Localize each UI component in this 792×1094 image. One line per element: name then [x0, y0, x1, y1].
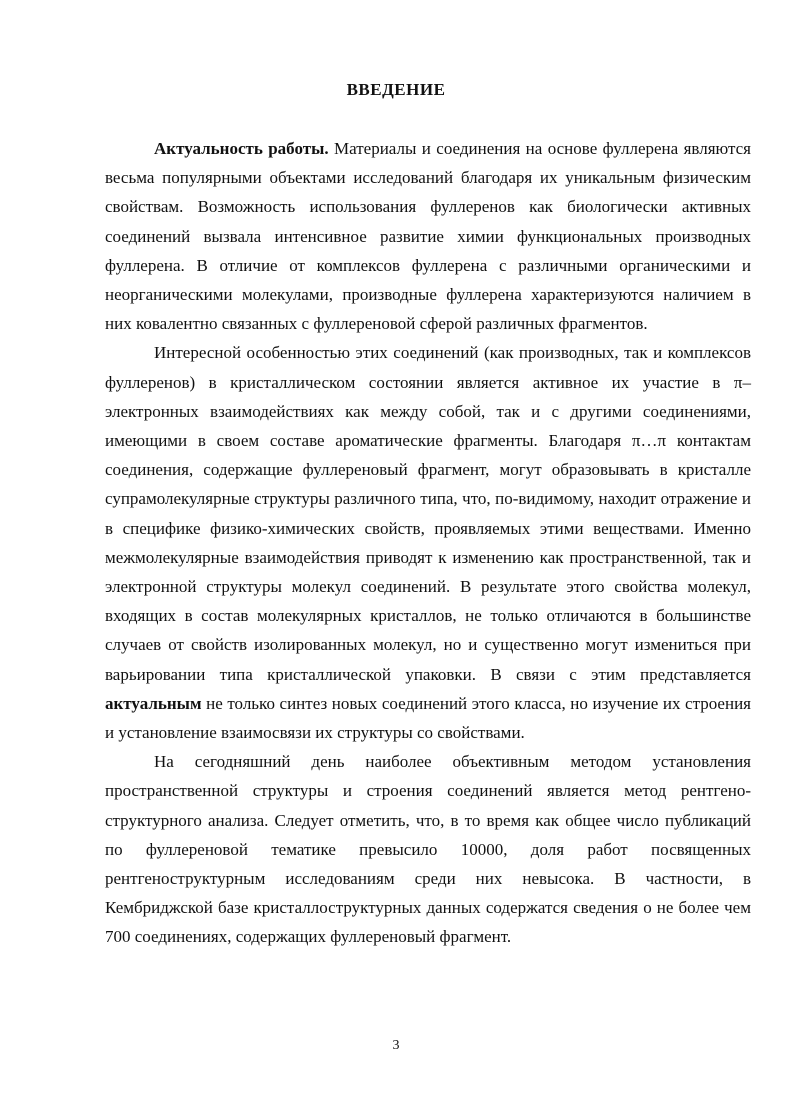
paragraph-interactions-text-after: не только синтез новых соединений этого класса, но изучение их строения и установление взаимосвязи их структуры со свойствами.	[105, 693, 751, 743]
paragraph-relevance	[105, 134, 751, 338]
paragraph-relevance-text: Материалы и соединения на основе фуллерена являются весьма популярными объектами исследований благодаря их уникальным физическим свойствам. Возможность использования фуллеренов как биологически активных соединений вызвала интенсивное развитие химии функциональных производных фуллерена. В отличие от комплексов фуллерена с различными органическими и неорганическими молекулами, производные фуллерена характеризуются наличием в них ковалентно связанных с фуллереновой сферой различных фрагментов.	[105, 139, 751, 334]
relevance-lead: Актуальность работы.	[154, 139, 329, 158]
paragraph-interactions-text-before: Интересной особенностью этих соединений (как производных, так и комплексов фуллеренов) в кристаллическом состоянии является активное их участие в π–электронных взаимодействиях как между собой, так и с другими соединениями, имеющими в своем составе ароматические фрагменты. Благодаря π…π контактам соединения, содержащие фуллереновый фрагмент, могут образовывать в кристалле супрамолекулярные структуры различного типа, что, по-видимому, находит отражение и в специфике физико-химических свойств, проявляемых этими веществами. Именно межмолекулярные взаимодействия приводят к изменению как пространственной, так и электронной структуры молекул соединений. В результате этого свойства молекул, входящих в состав молекулярных кристаллов, не только отличаются в большинстве случаев от свойств изолированных молекул, но и существенно могут измениться при варьировании типа кристаллической упаковки. В связи с этим представляется	[105, 343, 751, 684]
body-text	[105, 134, 751, 952]
paragraph-xray-method-text: На сегодняшний день наиболее объективным методом установления пространственной структуры и строения соединений является метод рентгено-структурного анализа. Следует отметить, что, в то время как общее число публикаций по фуллереновой тематике превысило 10000, доля работ посвященных рентгеноструктурным исследованиям среди них невысока. В частности, в Кембриджской базе кристаллоструктурных данных содержатся сведения о не более чем 700 соединениях, содержащих фуллереновый фрагмент.	[105, 752, 751, 947]
paragraph-xray-method	[105, 747, 751, 951]
page-number: 3	[392, 1038, 400, 1053]
section-title: ВВЕДЕНИЕ	[346, 80, 446, 99]
emphasis-actual: актуальным	[105, 693, 202, 713]
paragraph-interactions	[105, 338, 751, 747]
